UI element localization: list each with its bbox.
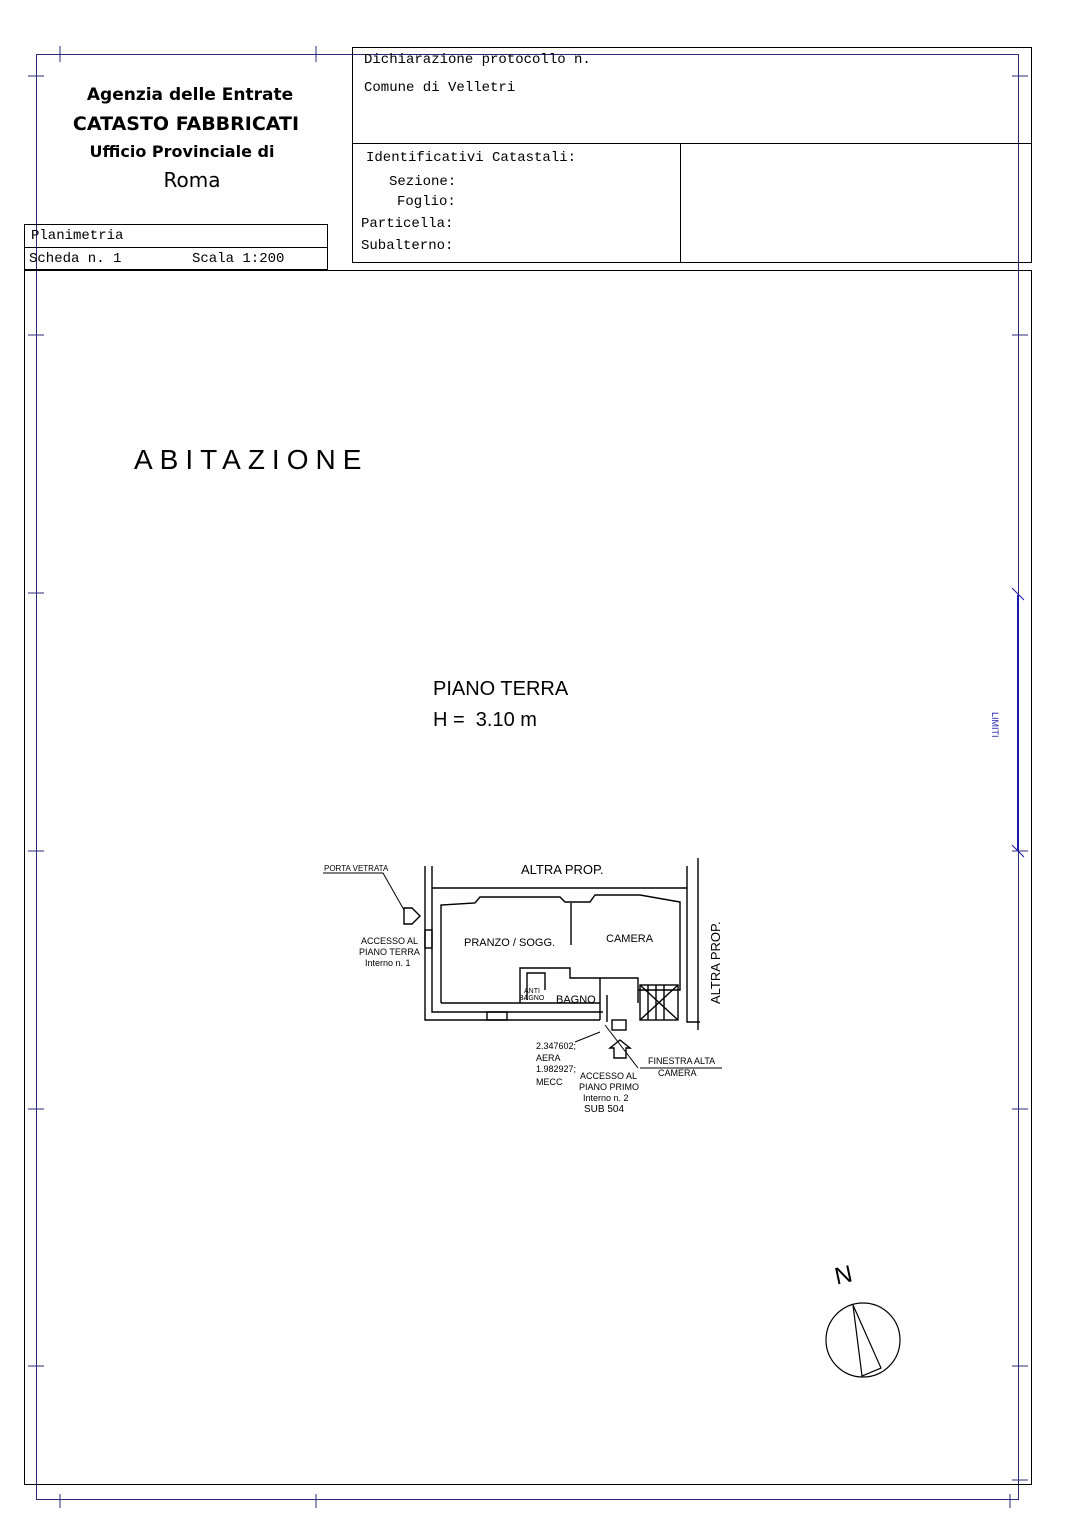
floor-label: PIANO TERRA (433, 678, 569, 700)
side-text: LIMITI (990, 712, 1000, 738)
accesso-terra-1: ACCESSO AL (361, 936, 419, 946)
comune-label: Comune di Velletri (364, 80, 516, 96)
scheda-label: Scheda n. 1 (29, 251, 122, 267)
protocollo-label: Dichiarazione protocollo n. (364, 52, 591, 68)
altra-prop-side: ALTRA PROP. (708, 921, 723, 1004)
compass-icon (826, 1303, 900, 1377)
ufficio-label: Ufficio Provinciale di (89, 142, 275, 161)
accesso-primo-2: PIANO PRIMO (579, 1082, 640, 1092)
bagno-label: BAGNO (556, 994, 596, 1006)
scala-label: Scala 1:200 (192, 251, 285, 267)
altra-prop-top: ALTRA PROP. (521, 862, 604, 877)
mecc-label: MECC (536, 1077, 563, 1087)
code-1: 2.347602; (536, 1041, 577, 1051)
subalterno-label: Subalterno: (361, 238, 454, 254)
north-label: N (832, 1260, 855, 1291)
finestra-2: CAMERA (658, 1068, 697, 1078)
accesso-primo-3: Interno n. 2 (583, 1093, 629, 1103)
code-2: 1.982927; (536, 1064, 577, 1074)
catasto-title: CATASTO FABBRICATI (72, 113, 300, 135)
accesso-terra-3: Interno n. 1 (365, 958, 411, 968)
anti-label: ANTI (524, 988, 540, 995)
city-name: Roma (163, 168, 221, 192)
aera-label: AERA (536, 1053, 561, 1063)
accesso-primo-1: ACCESSO AL (580, 1071, 638, 1081)
agency-name: Agenzia delle Entrate (86, 85, 294, 105)
planimetria-label: Planimetria (31, 228, 124, 244)
particella-label: Particella: (361, 216, 454, 232)
porta-vetrata: PORTA VETRATA (324, 864, 389, 873)
accesso-terra-2: PIANO TERRA (359, 947, 420, 957)
drawing-title: ABITAZIONE (134, 444, 369, 475)
anti-bagno-label: BAGNO (519, 995, 545, 1002)
height-label: H = 3.10 m (433, 709, 537, 731)
sezione-label: Sezione: (389, 174, 457, 190)
foglio-label: Foglio: (397, 194, 456, 210)
camera-label: CAMERA (606, 933, 654, 945)
sub-label: SUB 504 (584, 1104, 625, 1115)
identifiers-title: Identificativi Catastali: (366, 150, 577, 166)
pranzo-label: PRANZO / SOGG. (464, 937, 556, 949)
finestra-1: FINESTRA ALTA (648, 1056, 716, 1066)
